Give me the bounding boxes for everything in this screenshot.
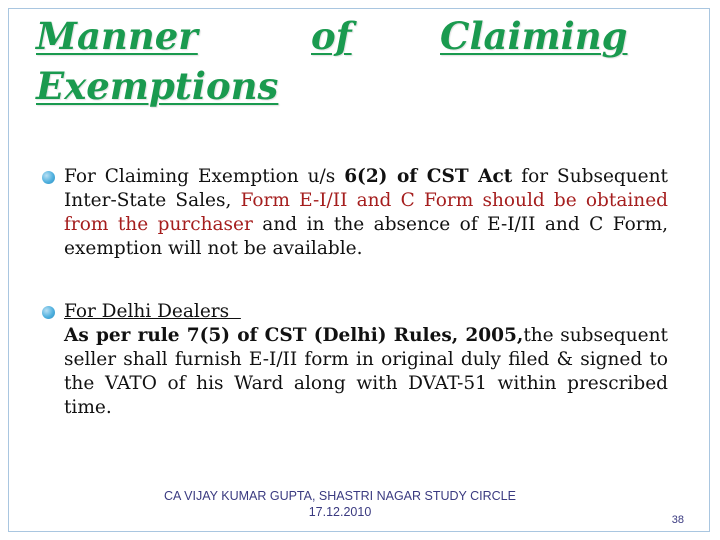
delhi-dealers-heading: For Delhi Dealers [64,301,241,322]
footer-date: 17.12.2010 [308,505,372,519]
bullet-1-icon [42,171,55,184]
title-word-claiming: Claiming [440,14,628,58]
bullet-1-text: For Claiming Exemption u/s 6(2) of CST Act for Subsequent Inter-State Sales, Form E-I/II and C Form should be obtained from the purchaser and in the absence of E-I/II and C Form, exemption will not be available. [64,166,669,259]
act-reference: 6(2) of CST Act [344,166,513,187]
footer-author: CA VIJAY KUMAR GUPTA, SHASTRI NAGAR STUDY CIRCLE [164,489,516,503]
footer [140,488,540,520]
title-word-manner: Manner [36,14,198,58]
bullet-2-text: For Delhi Dealers As per rule 7(5) of CST (Delhi) Rules, 2005,the subsequent seller shall furnish E-I/II form in original duly filed & signed to the VATO of his Ward along with DVAT-51 within prescribed time. [64,301,668,418]
form-requirement: Form E-I/II and C Form should be obtained from the purchaser [64,190,668,235]
page-number: 38 [671,514,684,526]
bullet-2-icon [42,306,55,319]
title-word-exemptions: Exemptions [36,64,279,108]
title-word-of: of [311,14,352,58]
rule-reference: As per rule 7(5) of CST (Delhi) Rules, 2005, [64,325,524,346]
